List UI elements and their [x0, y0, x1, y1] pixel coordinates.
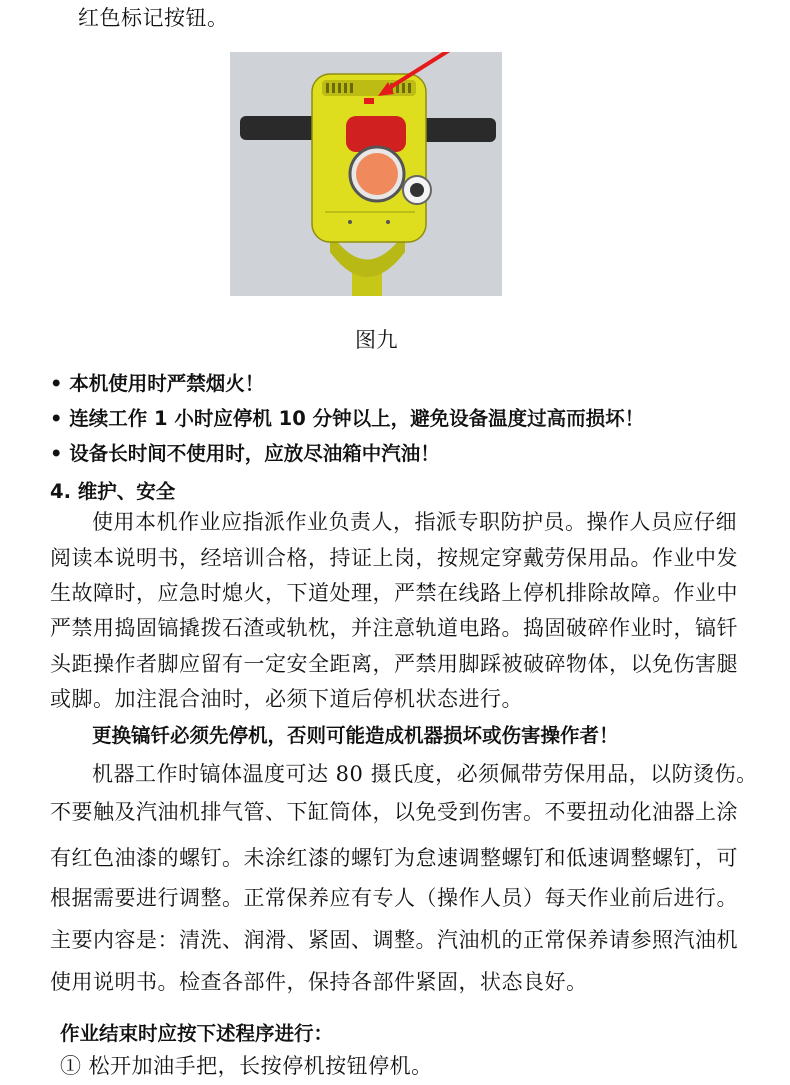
- paragraph1-line2: 阅读本说明书，经培训合格，持证上岗，按规定穿戴劳保用品。作业中发: [50, 546, 738, 570]
- paragraph1-line6: 或脚。加注混合油时，必须下道后停机状态进行。: [50, 687, 523, 711]
- paragraph1-line5: 头距操作者脚应留有一定安全距离，严禁用脚踩被破碎物体，以免伤害腿: [50, 652, 738, 676]
- paragraph2-line4: 根据需要进行调整。正常保养应有专人（操作人员）每天作业前后进行。: [50, 886, 738, 910]
- paragraph2-line5: 主要内容是：清洗、润滑、紧固、调整。汽油机的正常保养请参照汽油机: [50, 928, 738, 952]
- paragraph2-line3: 有红色油漆的螺钉。未涂红漆的螺钉为怠速调整螺钉和低速调整螺钉，可: [50, 846, 738, 870]
- bullet-rest-interval: • 连续工作 1 小时应停机 10 分钟以上，避免设备温度过高而损坏！: [50, 407, 645, 430]
- paragraph2-line6: 使用说明书。检查各部件，保持各部件紧固，状态良好。: [50, 970, 588, 994]
- intro-line: 红色标记按钮。: [78, 6, 229, 30]
- figure-nine-image: [230, 52, 502, 296]
- paragraph1-line4: 严禁用捣固镐撬拨石渣或轨枕，并注意轨道电路。捣固破碎作业时，镐钎: [50, 616, 738, 640]
- paragraph1-line3: 生故障时，应急时熄火，下道处理，严禁在线路上停机排除故障。作业中: [50, 581, 738, 605]
- procedure-heading: 作业结束时应按下述程序进行：: [60, 1022, 334, 1045]
- procedure-step-1: ① 松开加油手把，长按停机按钮停机。: [60, 1054, 433, 1078]
- paragraph2-line1: 机器工作时镐体温度可达 80 摄氏度，必须佩带劳保用品，以防烫伤。: [92, 762, 758, 786]
- paragraph2-line2: 不要触及汽油机排气管、下缸筒体，以免受到伤害。不要扭动化油器上涂: [50, 800, 738, 824]
- breaker-machine-illustration: [230, 52, 502, 296]
- bullet-no-fire: • 本机使用时严禁烟火！: [50, 372, 265, 395]
- paragraph1-line1: 使用本机作业应指派作业负责人，指派专职防护员。操作人员应仔细: [92, 510, 737, 534]
- section-heading: 4. 维护、安全: [50, 480, 176, 503]
- figure-caption: 图九: [355, 328, 398, 352]
- warning-text: 更换镐钎必须先停机，否则可能造成机器损坏或伤害操作者！: [92, 724, 619, 747]
- bullet-drain-fuel: • 设备长时间不使用时，应放尽油箱中汽油！: [50, 442, 440, 465]
